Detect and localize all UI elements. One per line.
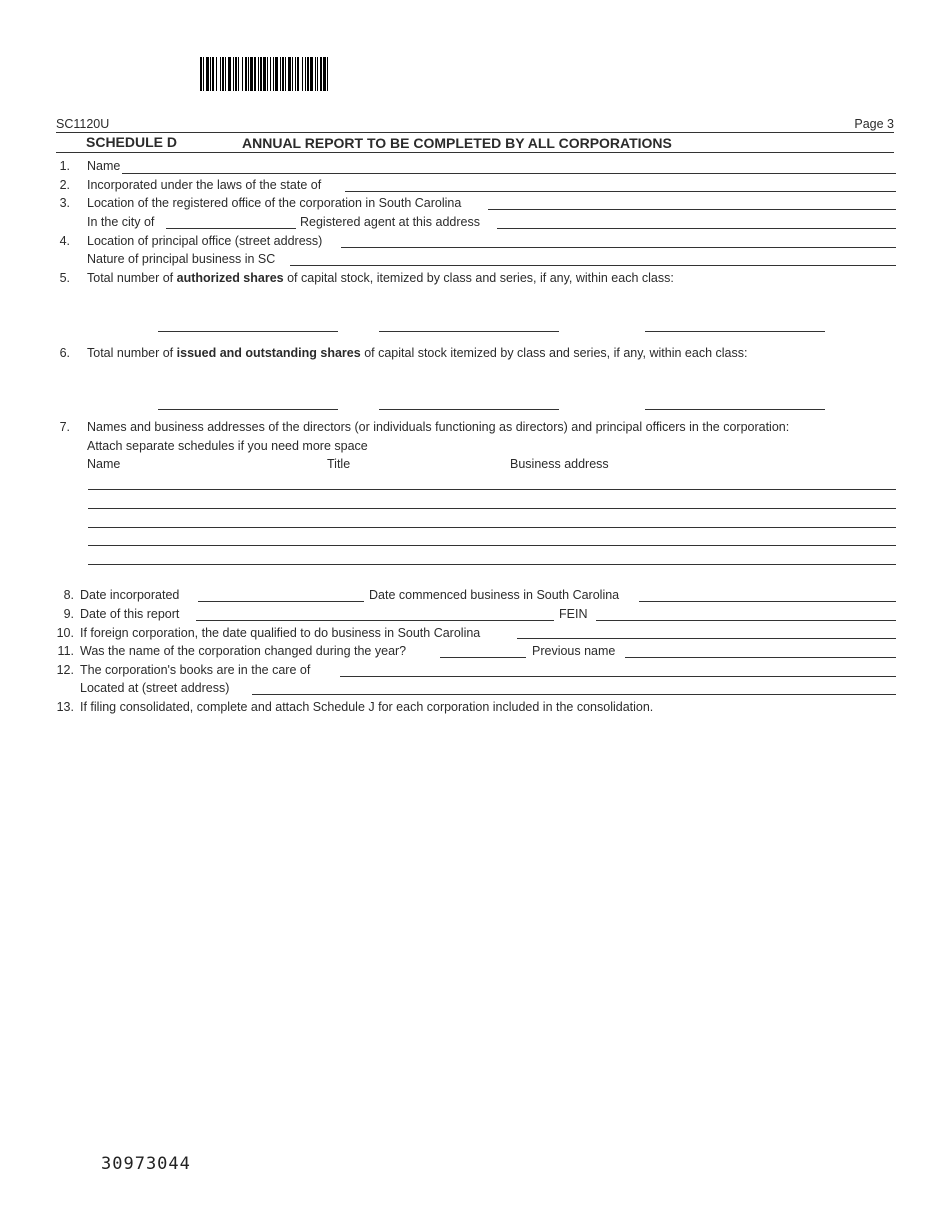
issued-shares-field[interactable] — [158, 409, 338, 410]
director-row-field[interactable] — [88, 489, 896, 490]
director-row-field[interactable] — [88, 564, 896, 565]
foreign-date-label: If foreign corporation, the date qualified to do business in South Carolina — [80, 626, 481, 640]
col-name: Name — [87, 457, 121, 471]
state-label: Incorporated under the laws of the state of — [87, 178, 322, 192]
name-changed-label: Was the name of the corporation changed during the year? — [80, 644, 407, 658]
line-number: 12. — [56, 663, 74, 677]
director-row-field[interactable] — [88, 545, 896, 546]
line-number: 5. — [59, 271, 70, 285]
issued-class-field[interactable] — [379, 409, 559, 410]
books-care-field[interactable] — [340, 676, 896, 677]
registered-office-field[interactable] — [488, 209, 896, 210]
issued-shares-label: Total number of issued and outstanding shares of capital stock itemized by class and series, if any, within each class: — [87, 346, 748, 360]
state-field[interactable] — [345, 191, 896, 192]
agent-label: Registered agent at this address — [300, 215, 480, 229]
report-date-field[interactable] — [196, 620, 554, 621]
date-incorporated-field[interactable] — [198, 601, 364, 602]
col-address: Business address — [510, 457, 609, 471]
line-number: 7. — [59, 420, 70, 434]
header-rule-top — [56, 132, 894, 133]
fein-label: FEIN — [559, 607, 588, 621]
line-number: 8. — [63, 588, 74, 602]
books-care-label: The corporation's books are in the care of — [80, 663, 311, 677]
name-changed-field[interactable] — [440, 657, 526, 658]
city-label: In the city of — [87, 215, 155, 229]
line-number: 6. — [59, 346, 70, 360]
line-number: 4. — [59, 234, 70, 248]
consolidated-label: If filing consolidated, complete and attach Schedule J for each corporation included in the consolidation. — [80, 700, 654, 714]
header-rule-bottom — [56, 152, 894, 153]
line-number: 10. — [56, 626, 74, 640]
date-commenced-field[interactable] — [639, 601, 896, 602]
page-label: Page 3 — [854, 117, 894, 131]
authorized-shares-field[interactable] — [158, 331, 338, 332]
date-commenced-label: Date commenced business in South Carolina — [369, 588, 620, 602]
line-number: 13. — [56, 700, 74, 714]
authorized-shares-label: Total number of authorized shares of capital stock, itemized by class and series, if any, within each class: — [87, 271, 674, 285]
ocr-number: 30973044 — [101, 1154, 191, 1174]
nature-business-label: Nature of principal business in SC — [87, 252, 276, 266]
director-row-field[interactable] — [88, 508, 896, 509]
books-location-field[interactable] — [252, 694, 896, 695]
line-number: 9. — [63, 607, 74, 621]
form-id: SC1120U — [56, 117, 110, 131]
authorized-class-field[interactable] — [379, 331, 559, 332]
name-field[interactable] — [122, 173, 896, 174]
schedule-label: SCHEDULE D — [86, 134, 178, 150]
director-row-field[interactable] — [88, 527, 896, 528]
foreign-date-field[interactable] — [517, 638, 896, 639]
name-label: Name — [87, 159, 121, 173]
col-title: Title — [327, 457, 351, 471]
directors-label: Names and business addresses of the directors (or individuals functioning as directors) and principal officers in the corporation: — [87, 420, 790, 434]
date-incorporated-label: Date incorporated — [80, 588, 180, 602]
principal-office-field[interactable] — [341, 247, 896, 248]
barcode — [200, 57, 470, 91]
principal-office-label: Location of principal office (street address) — [87, 234, 323, 248]
previous-name-label: Previous name — [532, 644, 616, 658]
line-number: 3. — [59, 196, 70, 210]
report-date-label: Date of this report — [80, 607, 180, 621]
registered-office-label: Location of the registered office of the corporation in South Carolina — [87, 196, 462, 210]
agent-field[interactable] — [497, 228, 896, 229]
previous-name-field[interactable] — [625, 657, 896, 658]
directors-sub: Attach separate schedules if you need more space — [87, 439, 368, 453]
nature-business-field[interactable] — [290, 265, 896, 266]
schedule-title: ANNUAL REPORT TO BE COMPLETED BY ALL CORPORATIONS — [242, 135, 672, 151]
line-number: 2. — [59, 178, 70, 192]
line-number: 11. — [57, 644, 74, 658]
fein-field[interactable] — [596, 620, 896, 621]
books-location-label: Located at (street address) — [80, 681, 230, 695]
authorized-series-field[interactable] — [645, 331, 825, 332]
city-field[interactable] — [166, 228, 296, 229]
line-number: 1. — [59, 159, 70, 173]
issued-series-field[interactable] — [645, 409, 825, 410]
